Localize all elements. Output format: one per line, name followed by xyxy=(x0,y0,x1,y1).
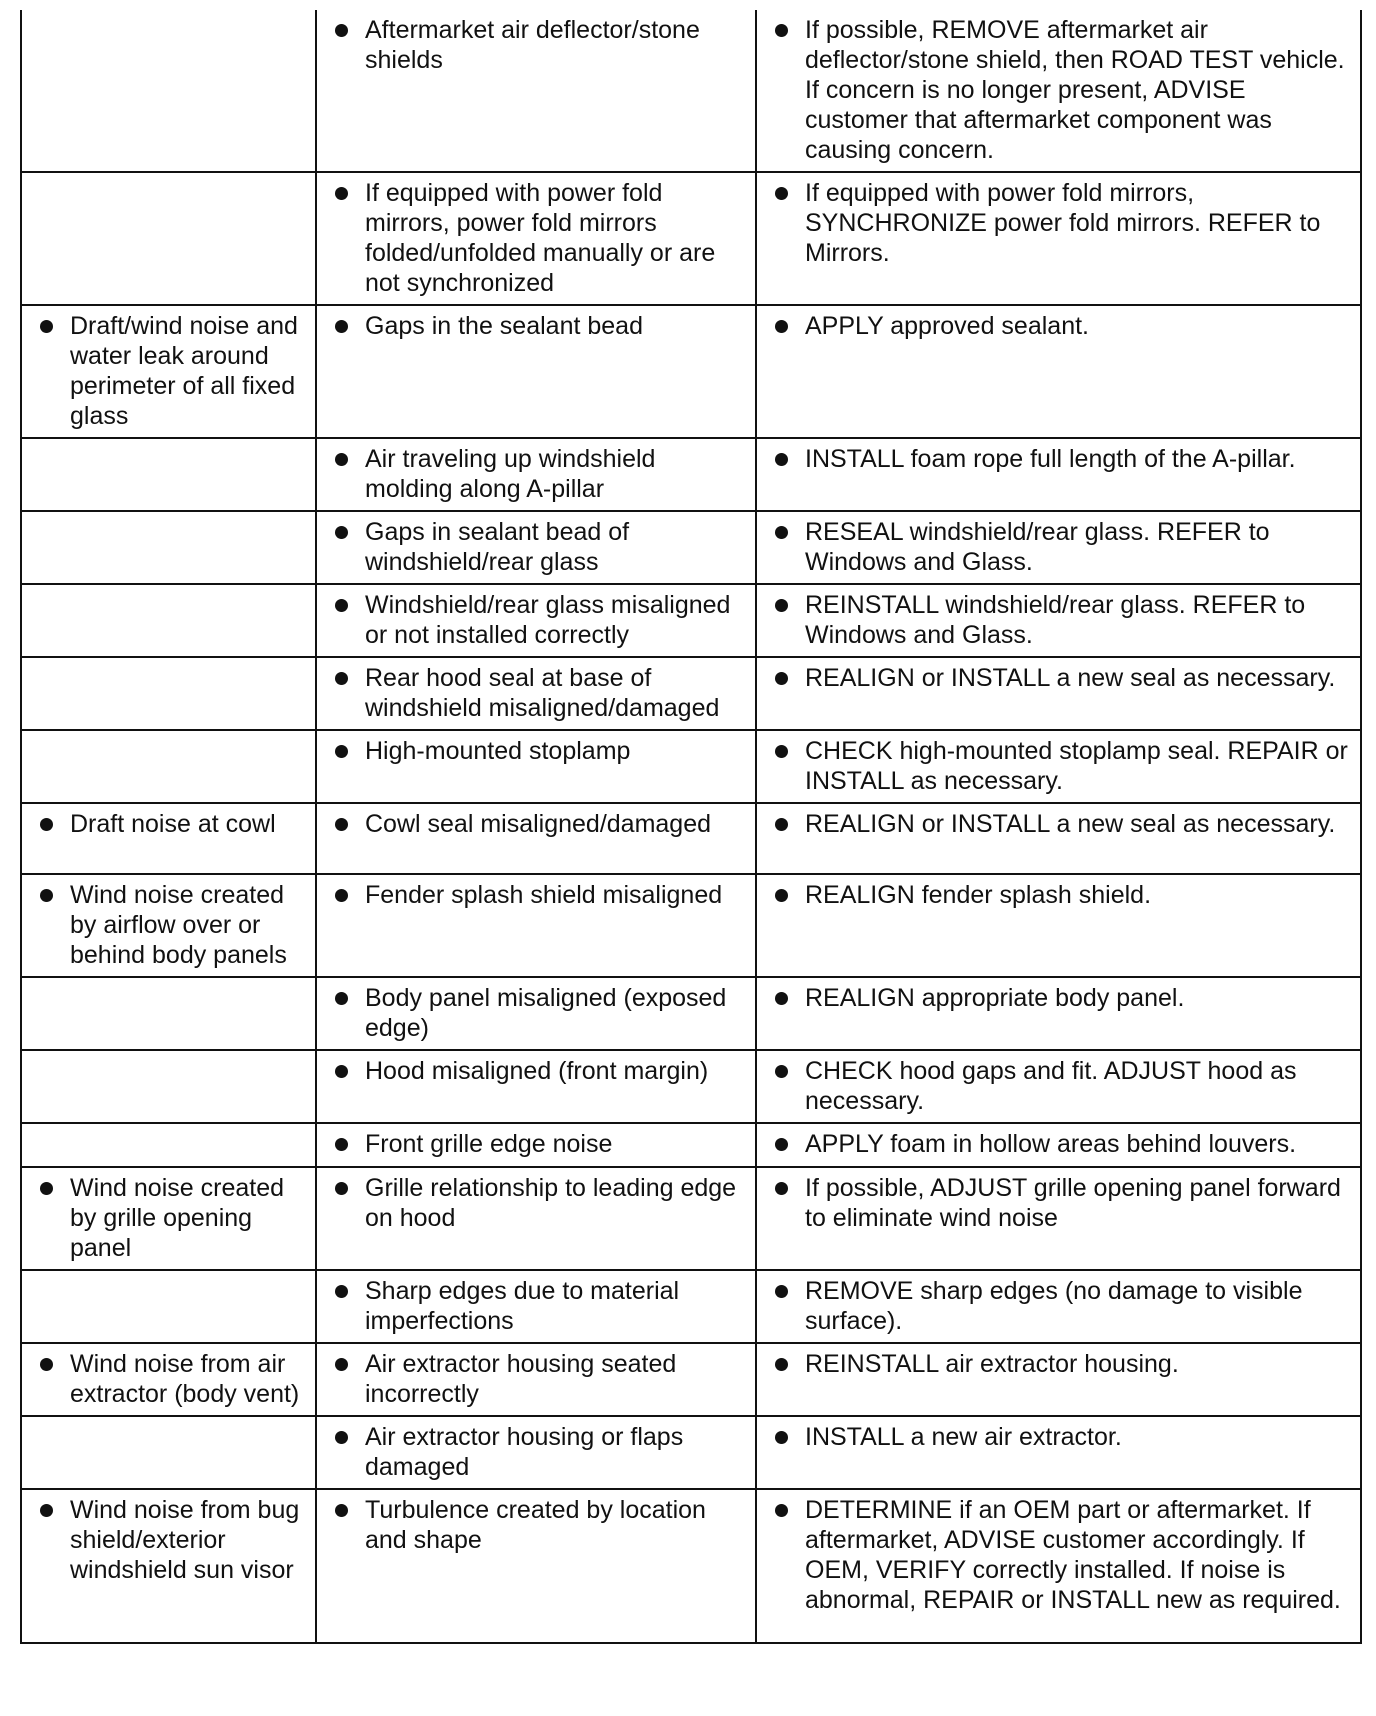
action-text: CHECK hood gaps and fit. ADJUST hood as necessary. xyxy=(769,1056,1348,1116)
condition-cell xyxy=(21,657,316,730)
action-text: REALIGN or INSTALL a new seal as necessary. xyxy=(769,809,1348,839)
table-row xyxy=(21,657,1361,730)
condition-cell xyxy=(21,1123,316,1167)
source-text: Body panel misaligned (exposed edge) xyxy=(329,983,743,1043)
condition-cell xyxy=(21,730,316,803)
table-row xyxy=(21,977,1361,1050)
source-text: Gaps in the sealant bead xyxy=(329,311,743,341)
action-text: RESEAL windshield/rear glass. REFER to Windows and Glass. xyxy=(769,517,1348,577)
source-text: Sharp edges due to material imperfections xyxy=(329,1276,743,1336)
action-cell xyxy=(756,874,1361,977)
table-row xyxy=(21,1167,1361,1270)
table-row xyxy=(21,305,1361,438)
condition-text: Wind noise from bug shield/exterior windshield sun visor xyxy=(34,1495,303,1585)
table-row xyxy=(21,730,1361,803)
source-cell xyxy=(316,874,756,977)
source-cell xyxy=(316,584,756,657)
source-text: Rear hood seal at base of windshield misaligned/damaged xyxy=(329,663,743,723)
symptom-chart-table xyxy=(20,10,1362,1644)
table-row xyxy=(21,1123,1361,1167)
source-cell xyxy=(316,1343,756,1416)
table-row xyxy=(21,1416,1361,1489)
action-text: If equipped with power fold mirrors, SYNCHRONIZE power fold mirrors. REFER to Mirrors. xyxy=(769,178,1348,268)
action-cell xyxy=(756,657,1361,730)
table-body xyxy=(21,10,1361,1643)
condition-cell xyxy=(21,874,316,977)
condition-cell xyxy=(21,1167,316,1270)
table-row xyxy=(21,1343,1361,1416)
table-row xyxy=(21,1489,1361,1643)
action-cell xyxy=(756,730,1361,803)
action-text: REINSTALL windshield/rear glass. REFER to Windows and Glass. xyxy=(769,590,1348,650)
source-text: Gaps in sealant bead of windshield/rear glass xyxy=(329,517,743,577)
source-cell xyxy=(316,730,756,803)
source-text: Turbulence created by location and shape xyxy=(329,1495,743,1555)
source-text: Hood misaligned (front margin) xyxy=(329,1056,743,1086)
source-cell xyxy=(316,1489,756,1643)
action-text: REALIGN appropriate body panel. xyxy=(769,983,1348,1013)
table-row xyxy=(21,1270,1361,1343)
source-text: High-mounted stoplamp xyxy=(329,736,743,766)
action-text: INSTALL foam rope full length of the A-pillar. xyxy=(769,444,1348,474)
action-cell xyxy=(756,1416,1361,1489)
source-cell xyxy=(316,657,756,730)
action-cell xyxy=(756,1167,1361,1270)
action-text: REALIGN or INSTALL a new seal as necessary. xyxy=(769,663,1348,693)
action-cell xyxy=(756,1270,1361,1343)
action-cell xyxy=(756,1489,1361,1643)
source-text: Windshield/rear glass misaligned or not installed correctly xyxy=(329,590,743,650)
source-cell xyxy=(316,1123,756,1167)
condition-cell xyxy=(21,10,316,172)
diagnosis-table-container xyxy=(20,10,1360,1644)
action-text: APPLY approved sealant. xyxy=(769,311,1348,341)
condition-text: Wind noise created by grille opening panel xyxy=(34,1173,303,1263)
condition-cell xyxy=(21,1270,316,1343)
action-text: DETERMINE if an OEM part or aftermarket. If aftermarket, ADVISE customer accordingly. If OEM, VERIFY correctly installed. If noise is abnormal, REPAIR or INSTALL new as required. xyxy=(769,1495,1348,1615)
source-text: Air extractor housing or flaps damaged xyxy=(329,1422,743,1482)
action-text: CHECK high-mounted stoplamp seal. REPAIR or INSTALL as necessary. xyxy=(769,736,1348,796)
table-row xyxy=(21,1050,1361,1123)
action-cell xyxy=(756,438,1361,511)
action-cell xyxy=(756,10,1361,172)
condition-cell xyxy=(21,172,316,305)
source-text: Aftermarket air deflector/stone shields xyxy=(329,15,743,75)
action-text: If possible, ADJUST grille opening panel forward to eliminate wind noise xyxy=(769,1173,1348,1233)
source-text: Front grille edge noise xyxy=(329,1129,743,1159)
source-text: If equipped with power fold mirrors, power fold mirrors folded/unfolded manually or are not synchronized xyxy=(329,178,743,298)
condition-text: Draft/wind noise and water leak around perimeter of all fixed glass xyxy=(34,311,303,431)
condition-cell xyxy=(21,1343,316,1416)
source-cell xyxy=(316,1050,756,1123)
table-row xyxy=(21,511,1361,584)
action-text: APPLY foam in hollow areas behind louvers. xyxy=(769,1129,1348,1159)
condition-cell xyxy=(21,511,316,584)
condition-cell xyxy=(21,977,316,1050)
condition-text: Wind noise created by airflow over or behind body panels xyxy=(34,880,303,970)
table-row xyxy=(21,874,1361,977)
table-row xyxy=(21,584,1361,657)
action-text: REINSTALL air extractor housing. xyxy=(769,1349,1348,1379)
action-cell xyxy=(756,803,1361,874)
source-cell xyxy=(316,1270,756,1343)
source-text: Fender splash shield misaligned xyxy=(329,880,743,910)
action-text: REMOVE sharp edges (no damage to visible surface). xyxy=(769,1276,1348,1336)
source-cell xyxy=(316,977,756,1050)
source-text: Cowl seal misaligned/damaged xyxy=(329,809,743,839)
action-cell xyxy=(756,1123,1361,1167)
table-row xyxy=(21,172,1361,305)
action-cell xyxy=(756,305,1361,438)
condition-cell xyxy=(21,1050,316,1123)
action-cell xyxy=(756,1343,1361,1416)
condition-text: Wind noise from air extractor (body vent) xyxy=(34,1349,303,1409)
source-cell xyxy=(316,511,756,584)
source-cell xyxy=(316,10,756,172)
source-cell xyxy=(316,438,756,511)
condition-cell xyxy=(21,1416,316,1489)
action-text: REALIGN fender splash shield. xyxy=(769,880,1348,910)
condition-cell xyxy=(21,438,316,511)
source-cell xyxy=(316,172,756,305)
action-text: If possible, REMOVE aftermarket air deflector/stone shield, then ROAD TEST vehicle. If concern is no longer present, ADVISE customer that aftermarket component was causing concern. xyxy=(769,15,1348,165)
source-cell xyxy=(316,1416,756,1489)
action-cell xyxy=(756,584,1361,657)
condition-cell xyxy=(21,1489,316,1643)
action-text: INSTALL a new air extractor. xyxy=(769,1422,1348,1452)
condition-cell xyxy=(21,803,316,874)
action-cell xyxy=(756,977,1361,1050)
condition-text: Draft noise at cowl xyxy=(34,809,303,839)
table-row xyxy=(21,438,1361,511)
source-cell xyxy=(316,1167,756,1270)
table-row xyxy=(21,803,1361,874)
condition-cell xyxy=(21,305,316,438)
table-row xyxy=(21,10,1361,172)
source-text: Air traveling up windshield molding along A-pillar xyxy=(329,444,743,504)
source-text: Grille relationship to leading edge on hood xyxy=(329,1173,743,1233)
action-cell xyxy=(756,1050,1361,1123)
source-cell xyxy=(316,803,756,874)
action-cell xyxy=(756,172,1361,305)
condition-cell xyxy=(21,584,316,657)
action-cell xyxy=(756,511,1361,584)
source-cell xyxy=(316,305,756,438)
source-text: Air extractor housing seated incorrectly xyxy=(329,1349,743,1409)
